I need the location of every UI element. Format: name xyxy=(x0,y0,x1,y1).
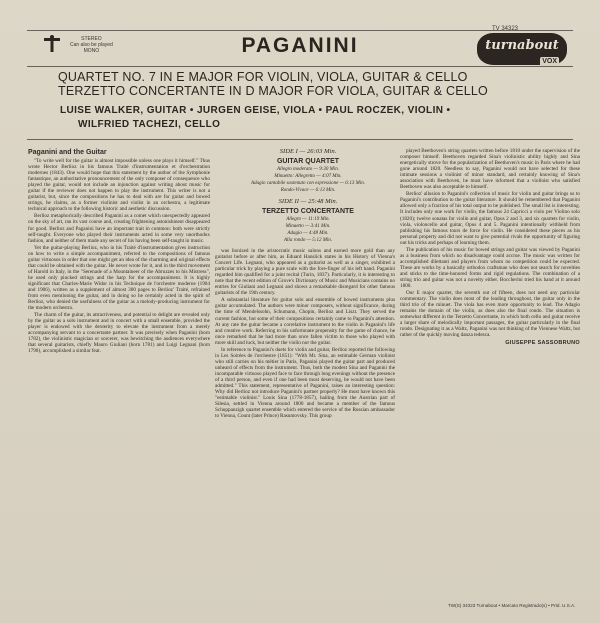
stereo-label: STEREO Can also be played MONO xyxy=(70,36,113,54)
movement: Minuetto — 3:41 Min. xyxy=(285,224,331,229)
side-1-work: GUITAR QUARTET xyxy=(276,158,340,165)
movement: Minuetto: Allegretto — 4:07 Min. xyxy=(274,174,342,179)
side-1-heading: SIDE I — 26:03 Min. xyxy=(279,148,337,155)
work-line-2: TERZETTO CONCERTANTE IN D MAJOR FOR VIOLA, GUITAR & CELLO xyxy=(58,84,488,98)
performers xyxy=(60,104,450,132)
footer-credit: TW(S) 34323 Turnabout • Marcato Registrado(s) • Prtd. U.S.A. xyxy=(448,603,576,608)
turnabout-logo xyxy=(477,33,567,65)
program-works xyxy=(58,70,488,98)
brand-sub: VOX xyxy=(542,58,557,65)
album-title: PAGANINI xyxy=(241,34,359,57)
notes-paragraph: was lionized in the aristocratic music salons and earned more gold than any guitarist before or after him, as Eduard Hanslick states in his History of Vienna's Concert Life. Legnani, who appeared as a guitarist as well as a singer, exhibited a particular trick by playing a pure scale with the fore-finger of his left hand. Paganini regarded him qualified for a joint recital (Turin, 1837). Particularly, it is interesting to note that the recent edition of Grove's Dictionary of Music and Musicians contains no entries for Giuliani and Legnani and shows a remarkable disregard for other famous guitarists of the 19th century. xyxy=(215,248,395,297)
notes-paragraph: "To write well for the guitar is almost impossible unless one plays it himself." Thus wrote Hector Berlioz in his famous Traité d'instrumentation et d'orchestration modernes (1843). One would hope that this statement by the author of the Symphonie fantastique, an authoritative pronouncement of the only composer of consequence who played the guitar, would not include an injunction against writing about music for guitar if the reviewer does not happen to play the instrument. This writer is not a guitarist, but, since the compositions he has to deal with are for guitar and bowed strings, he claims, as a former violinist and violist in an orchestra, a legitimate technical approach to the following historic and aesthetic discussion. xyxy=(28,158,210,213)
notes-paragraph: The charm of the guitar, its attractiveness, and potential to delight are revealed only by the guitar as a solo instrument and in concert with a small ensemble, provided the player is endowed with the dexterity to elevate the instrument from a merely accompanying servant to a concertante partner. It was precisely when Paganini (born 1782), the violinistic magician or sorcerer, was bewitching the audiences everywhere that several guitarists, chiefly Mauro Giuliani (born 1781) and Luigi Legnani (born 1790), accomplished a similar feat. xyxy=(28,312,210,355)
movement: Allegro — 11:19 Min. xyxy=(286,217,330,222)
notes-column-3 xyxy=(400,148,580,348)
notes-heading: Paganini and the Guitar xyxy=(28,149,107,156)
program-bottom-rule xyxy=(27,139,573,140)
notes-paragraph: Berlioz metaphorically described Paganini as a comet which unexpectedly appeared on the sky of art, ran its vast course and, creating frightening astonishment disappeared for good. Berlioz and Paganini have an important trait in common: both were strictly self-taught. Everyone who played their instruments acted in some very unorthodox fashion, and neither of them made any secret of his having been self-taught in music. xyxy=(28,213,210,244)
work-line-1: QUARTET NO. 7 IN E MAJOR FOR VIOLIN, VIOLA, GUITAR & CELLO xyxy=(58,70,468,84)
notes-paragraph: Berlioz' allusion to Paganini's collection of music for violin and guitar brings us to Paganini's contribution to the guitar literature. It should be remembered that Paganini allowed only a fraction of his total output to be published. The small list is interesting. It includes only one work for violin, the famous 24 Capricci a violo per Violino solo (1820); twelve sonatas for violin and guitar, Opus 2 and 3, and six quartets for violin, viola, violoncello and guitar, Opus 4 and 5. Paganini intentionally withheld from publishing his famous tours de force for violin. He considered these pieces as his personal property and did not want to give potential rivals the opportunity of figuring out his tricks and perhaps of learning them. xyxy=(400,191,580,246)
author-signature: GIUSEPPE SASSOBRUNO xyxy=(505,340,580,347)
performers-line-2: WILFRIED TACHEZI, CELLO xyxy=(78,119,221,130)
notes-paragraph: The publication of his music for bowed strings and guitar was viewed by Paganini as a business from which no disadvantage could accrue. The music was written for accomplished dilettanti and players from whom no competition could be expected. These are works by a basically orthodox craftsman who does not search for novelties and sticks to the time-honored forms and rigid regulations. The combination of a string trio and guitar was not a novelty either. Boccherini tried his hand at it around 1800. xyxy=(400,246,580,290)
brand-name: turnabout xyxy=(485,38,559,53)
side-2-heading: SIDE II — 25:48 Min. xyxy=(278,198,338,205)
side-2-listing xyxy=(215,198,395,244)
performers-line-1: LUISE WALKER, GUITAR • JURGEN GEISE, VIOLA • PAUL ROCZEK, VIOLIN • xyxy=(60,105,451,116)
movement: Alla rondo — 5:12 Min. xyxy=(283,238,332,243)
notes-column-2 xyxy=(215,148,395,420)
notes-paragraph: Our E major quartet, the seventh out of fifteen, does not need any particular commentary. The violin does most of the leading throughout, the guitar only in the third trio of the minuet. The viola has even more opportunity to lead. The Adagio remains the domain of the violin, as does also the final rondo. The situation is somewhat different in the Terzetto Concertante, in which both cello and guitar receive a larger share of melodically important passages, the guitar particularly in the final rondo. Designating it as a Waltz, Paganini was not thinking of the Viennese Waltz, but rather of the quickly moving danza tedesca. xyxy=(400,290,580,339)
movement: Adagio — 4:48 Min. xyxy=(287,231,329,236)
movement: Allegro moderato — 9:30 Min. xyxy=(277,167,339,172)
side-1-listing xyxy=(215,148,395,194)
side-2-work: TERZETTO CONCERTANTE xyxy=(262,208,354,215)
notes-paragraph: In reference to Paganini's duets for violin and guitar, Berlioz reported the following in Les Soirées de l'orchestre (1851): "With Mr. Sina, an estimable German violinist who still carries on his métier in Paris, Paganini played the guitar part and produced unheard of effects from the instrument. Thus, both the modest Sina and Paganini the incomparable virtuoso played face to face through long evenings without the presence of a third person, and even if one had been most deserving, he would not have been admitted." This statement, representative of Paganini, raises an interesting question: Why did Berlioz not introduce Paganini's partner properly? He must have known this "estimable violinist." Louis Sina (1778-1857), hailing from the Austrian part of Silesia, settled in Vienna around 1800 and became a member of the famous Schuppanzigh quartet ensemble which entered the service of the Russian ambassador to Vienna, Count (later Prince) Rasumovsky. This group xyxy=(215,346,395,420)
notes-column-1 xyxy=(28,148,210,356)
notes-paragraph: played Beethoven's string quartets written before 1810 under the supervision of the composer himself. Beethoven regarded Sina's violinistic ability highly and Sina energetically strove for the popularization of Beethoven's music in Paris where he had gone around 1820. Needless to say, Paganini would not have selected for these intimate sessions a violinist of minor standard, and certainly knowing of Sina's association with Beethoven, he must have informed that a violinist who satisfied Beethoven was also acceptable to himself. xyxy=(400,148,580,191)
header-bottom-rule xyxy=(27,66,573,67)
notes-paragraph: Yet the guitar-playing Berlioz, who in his Traité d'instrumentation gives instruction on how to write a simple accompaniment, referred to the compositions of famous guitar virtuosos in order that one might get an idea of the charming and original effects that could be obtained with the guitar. He never wrote for it, and in the third movement of Harold in Italy, in the "Serenade of a Mountaineer of the Abruzzes to his Mistress", he used only plucked strings and the harp for the accompaniment. It is highly significant that Charles-Marie Widor in his Technique de l'orchestre moderne (1904 and 1906), written as a supplement of almost 300 pages to Berlioz' Traité, refrained from even mentioning the guitar, and in doing so he certainly acted in the spirit of Berlioz, who denied the usefulness of the guitar as a melody-producing instrument for the modern orchestra. xyxy=(28,244,210,312)
movement: Rondo-Vivace — 6:13 Min. xyxy=(280,188,336,193)
notes-paragraph: A substantial literature for guitar solo and ensemble of bowed instruments plus guitar accumulated. The authors were minor composers, without significance, during the time of Mendelssohn, Schumann, Chopin, Berlioz and Liszt. They served the current fashion, but some of their compositions certainly came to Paganini's attention. At any rate the guitar became a correlative instrument to the violin in Paganini's life and creative work. Referring to his unfortunate propensity for the game of chance, he once remarked that he had more than once fallen victim to those who played with more skill and luck, but neither the violin nor the guitar. xyxy=(215,297,395,346)
catalog-number: TV 34323 xyxy=(492,26,519,32)
movement: Adagio cantabile sostenuto con espressione — 6:13 Min. xyxy=(251,181,365,186)
